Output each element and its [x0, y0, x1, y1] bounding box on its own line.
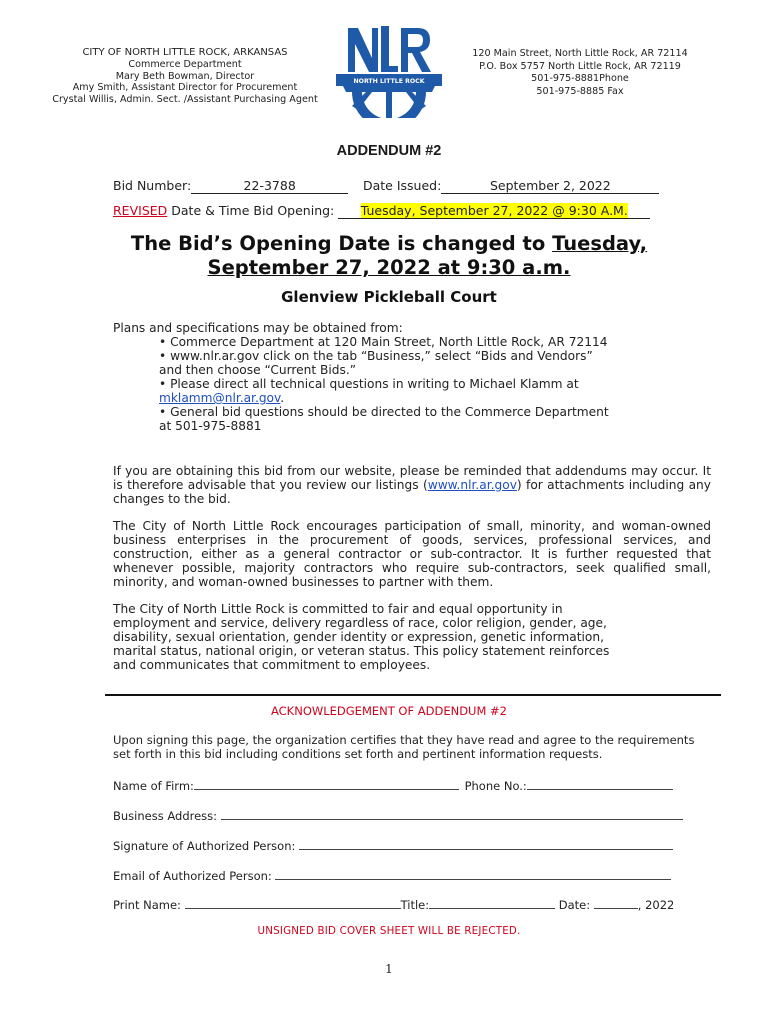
bid-number-label: Bid Number: [113, 178, 192, 193]
address-row [113, 808, 683, 823]
street-address: 120 Main Street, North Little Rock, AR 72114 [472, 48, 688, 59]
eo-line-5: and communicates that commitment to employees. [113, 658, 431, 672]
title-field[interactable] [429, 897, 555, 909]
date-field[interactable] [594, 897, 638, 909]
signature-field[interactable] [299, 838, 673, 850]
addendum-title: ADDENDUM #2 [336, 143, 442, 159]
contact-info [465, 48, 695, 98]
firm-name-field[interactable] [194, 778, 459, 790]
print-name-field[interactable] [185, 897, 401, 909]
project-name: Glenview Pickleball Court [281, 288, 497, 306]
opening-value-field [338, 204, 650, 219]
acknowledgement-text [113, 733, 723, 761]
headline-part3: September 27, 2022 at 9:30 a.m. [207, 256, 571, 279]
plans-bullet-general-phone: at 501-975-8881 [159, 419, 262, 433]
website-text-b: ) for attachments including any changes to the bid. [113, 478, 711, 506]
date-year: , 2022 [637, 898, 675, 912]
eo-line-2: employment and service, delivery regardless of race, color religion, gender, age, [113, 616, 607, 630]
website-text-a: If you are obtaining this bid from our website, please be reminded that addendums may occur. It is therefore advisable that you review our listings ( [113, 464, 711, 492]
phone-label: Phone No.: [464, 779, 527, 793]
acknowledgement-title: ACKNOWLEDGEMENT OF ADDENDUM #2 [270, 704, 507, 718]
eo-line-1: The City of North Little Rock is committed to fair and equal opportunity in [113, 602, 563, 616]
business-address-field[interactable] [221, 808, 683, 820]
page-number: 1 [385, 962, 393, 976]
website-paragraph [113, 464, 711, 506]
date-issued-value: September 2, 2022 [441, 179, 659, 194]
bid-number-row [113, 178, 348, 194]
plans-bullet-technical: • Please direct all technical questions in writing to Michael Klamm at [159, 377, 579, 391]
admin-secretary: Crystal Willis, Admin. Sect. /Assistant Purchasing Agent [52, 94, 318, 106]
plans-bullet-website-cont: and then choose “Current Bids.” [159, 363, 357, 377]
participation-paragraph: The City of North Little Rock encourages participation of small, minority, and woman-owned business enterprises in the procurement of goods, services, professional services, and construction, either as a general contractor or sub-contractor. It is further requested that whenever possible, majority contractors who require sub-contractors, seek qualified small, minority, and woman-owned businesses to partner with them. [113, 519, 711, 589]
date-issued-row [363, 178, 659, 194]
plans-bullet-general: • General bid questions should be directed to the Commerce Department [159, 405, 609, 419]
unsigned-warning: UNSIGNED BID COVER SHEET WILL BE REJECTED. [257, 925, 521, 937]
phone-number: 501-975-8881Phone [531, 73, 629, 85]
email-link[interactable]: mklamm@nlr.ar.gov [159, 391, 281, 405]
email-row [113, 868, 671, 883]
title-label: Title: [400, 898, 430, 912]
opening-label: Date & Time Bid Opening: [167, 203, 335, 218]
email-label: Email of Authorized Person: [113, 869, 272, 883]
revised-label: REVISED [113, 203, 168, 218]
department-info [40, 47, 330, 106]
website-link[interactable]: www.nlr.ar.gov [427, 478, 517, 492]
plans-intro: Plans and specifications may be obtained from: [113, 321, 403, 335]
ack-text-line-1: Upon signing this page, the organization certifies that they have read and agree to the requirements [113, 733, 695, 747]
opening-value: Tuesday, September 27, 2022 @ 9:30 A.M. [360, 203, 628, 218]
eo-line-3: disability, sexual orientation, gender identity or expression, genetic information, [113, 630, 604, 644]
signature-row [113, 838, 673, 853]
firm-label: Name of Firm: [113, 779, 194, 793]
headline [0, 232, 770, 280]
logo-banner-text: NORTH LITTLE ROCK [353, 78, 425, 85]
plans-bullet-email-line [113, 391, 673, 405]
headline-part1: The Bid’s Opening Date is changed to [130, 232, 553, 255]
po-box: P.O. Box 5757 North Little Rock, AR 72119 [479, 60, 681, 72]
plans-bullet-website: • www.nlr.ar.gov click on the tab “Business,” select “Bids and Vendors” [159, 349, 593, 363]
date-label: Date: [558, 898, 591, 912]
plans-bullet-commerce: • Commerce Department at 120 Main Street, North Little Rock, AR 72114 [159, 335, 608, 349]
section-divider [105, 694, 721, 696]
assistant-director: Amy Smith, Assistant Director for Procurement [72, 82, 298, 94]
city-name: CITY OF NORTH LITTLE ROCK, ARKANSAS [82, 47, 288, 58]
phone-field[interactable] [527, 778, 673, 790]
signature-label: Signature of Authorized Person: [113, 839, 296, 853]
nlr-logo [336, 22, 442, 118]
print-title-date-row [113, 897, 674, 912]
firm-phone-row [113, 778, 673, 793]
department-name: Commerce Department [128, 58, 242, 70]
print-name-label: Print Name: [113, 898, 181, 912]
nlr-logo-graphic [336, 22, 442, 118]
equal-opportunity-paragraph [113, 602, 713, 672]
bid-number-value: 22-3788 [191, 179, 348, 194]
date-issued-label: Date Issued: [363, 178, 442, 193]
eo-line-4: marital status, national origin, or veteran status. This policy statement reinforces [113, 644, 610, 658]
address-label: Business Address: [113, 809, 218, 823]
ack-text-line-2: set forth in this bid including conditions set forth and pertinent information requests. [113, 747, 603, 761]
email-period: . [280, 391, 285, 405]
fax-number: 501-975-8885 Fax [536, 85, 624, 97]
plans-section [113, 321, 673, 433]
revised-opening-row [113, 203, 650, 219]
email-field[interactable] [275, 868, 671, 880]
director-name: Mary Beth Bowman, Director [115, 70, 255, 82]
headline-part2: Tuesday, [552, 232, 648, 255]
